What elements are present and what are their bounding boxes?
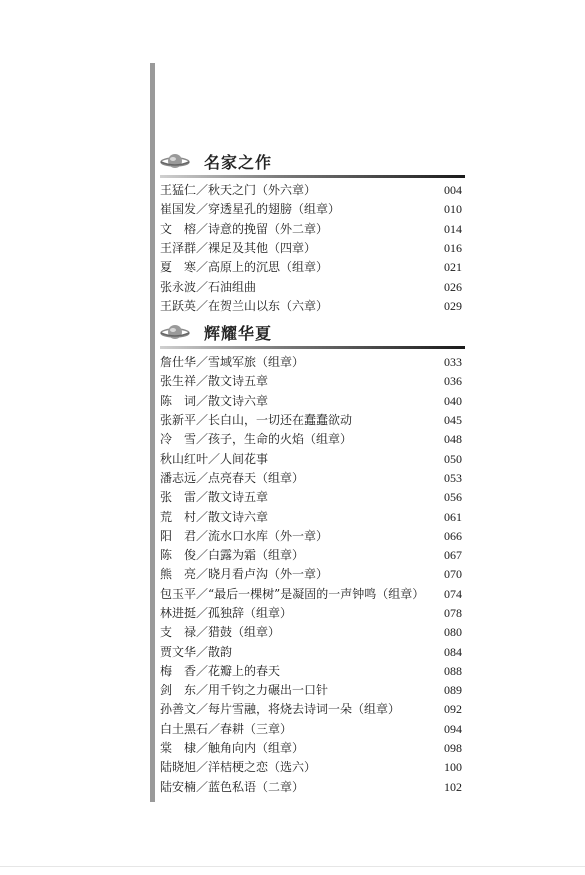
entry-title: 王跃英／在贺兰山以东（六章） bbox=[160, 298, 329, 313]
entry-title: 阳 君／流水口水库（外一章） bbox=[160, 528, 329, 543]
section-header bbox=[160, 321, 465, 347]
section-title: 名家之作 bbox=[204, 153, 273, 172]
entry-title: 支 禄／猎鼓（组章） bbox=[160, 625, 281, 640]
toc-entry[interactable] bbox=[160, 642, 462, 661]
entry-title: 棠 棣／触角向内（组章） bbox=[160, 741, 305, 756]
toc-entry[interactable] bbox=[160, 239, 462, 258]
toc-entry[interactable] bbox=[160, 585, 462, 604]
entry-title: 夏 寒／高原上的沉思（组章） bbox=[160, 260, 329, 275]
toc-entry[interactable] bbox=[160, 565, 462, 584]
entry-title: 崔国发／穿透星孔的翅膀（组章） bbox=[160, 202, 341, 217]
toc-entry[interactable] bbox=[160, 662, 462, 681]
toc-list bbox=[160, 353, 462, 797]
toc-entry[interactable] bbox=[160, 488, 462, 507]
entry-title: 王泽群／裸足及其他（四章） bbox=[160, 241, 317, 256]
entry-title: 张永波／石油组曲 bbox=[160, 279, 257, 294]
page-number: 088 bbox=[444, 663, 462, 678]
planet-icon bbox=[160, 152, 190, 170]
entry-title: 孙善文／每片雪融，将烧去诗词一朵（组章） bbox=[160, 702, 401, 717]
toc-entry[interactable] bbox=[160, 372, 462, 391]
page-number: 061 bbox=[444, 509, 462, 524]
page-number: 089 bbox=[444, 683, 462, 698]
entry-title: 张生祥／散文诗五章 bbox=[160, 374, 269, 389]
entry-title: 詹仕华／雪域军旅（组章） bbox=[160, 355, 305, 370]
entry-title: 王猛仁／秋天之门（外六章） bbox=[160, 183, 317, 198]
toc-list bbox=[160, 181, 462, 316]
page-number: 098 bbox=[444, 741, 462, 756]
page-number: 010 bbox=[444, 202, 462, 217]
page-divider bbox=[0, 866, 585, 867]
toc-entry[interactable] bbox=[160, 507, 462, 526]
toc-entry[interactable] bbox=[160, 277, 462, 296]
toc-entry[interactable] bbox=[160, 411, 462, 430]
page-number: 092 bbox=[444, 702, 462, 717]
toc-entry[interactable] bbox=[160, 778, 462, 797]
page-number: 074 bbox=[444, 586, 462, 601]
toc-entry[interactable] bbox=[160, 200, 462, 219]
entry-title: 冷 雪／孩子，生命的火焰（组章） bbox=[160, 432, 353, 447]
toc-entry[interactable] bbox=[160, 353, 462, 372]
toc-entry[interactable] bbox=[160, 739, 462, 758]
entry-title: 白土黑石／春耕（三章） bbox=[160, 721, 293, 736]
entry-title: 张 雷／散文诗五章 bbox=[160, 490, 269, 505]
section-rule bbox=[160, 175, 465, 178]
page-number: 067 bbox=[444, 548, 462, 563]
entry-title: 包玉平／“最后一棵树”是凝固的一声钟鸣（组章） bbox=[160, 586, 425, 601]
page-number: 080 bbox=[444, 625, 462, 640]
toc-entry[interactable] bbox=[160, 720, 462, 739]
page-number: 016 bbox=[444, 241, 462, 256]
section-header bbox=[160, 150, 465, 176]
entry-title: 张新平／长白山，一切还在蠢蠢欲动 bbox=[160, 413, 353, 428]
page-number: 100 bbox=[444, 760, 462, 775]
toc-entry[interactable] bbox=[160, 604, 462, 623]
page-number: 050 bbox=[444, 451, 462, 466]
toc-entry[interactable] bbox=[160, 220, 462, 239]
page-number: 026 bbox=[444, 279, 462, 294]
toc-entry[interactable] bbox=[160, 449, 462, 468]
page-number: 056 bbox=[444, 490, 462, 505]
entry-title: 陆晓旭／洋桔梗之恋（选六） bbox=[160, 760, 317, 775]
toc-entry[interactable] bbox=[160, 297, 462, 316]
entry-title: 熊 亮／晓月看卢沟（外一章） bbox=[160, 567, 329, 582]
page-number: 066 bbox=[444, 528, 462, 543]
page-number: 033 bbox=[444, 355, 462, 370]
page-number: 084 bbox=[444, 644, 462, 659]
page-number: 094 bbox=[444, 721, 462, 736]
toc-entry[interactable] bbox=[160, 527, 462, 546]
toc-entry[interactable] bbox=[160, 392, 462, 411]
toc-entry[interactable] bbox=[160, 758, 462, 777]
entry-title: 秋山红叶／人间花事 bbox=[160, 451, 269, 466]
entry-title: 陈 俊／白露为霜（组章） bbox=[160, 548, 305, 563]
toc-entry[interactable] bbox=[160, 681, 462, 700]
page-number: 078 bbox=[444, 606, 462, 620]
toc-entry[interactable] bbox=[160, 258, 462, 277]
page-number: 045 bbox=[444, 413, 462, 428]
page-number: 036 bbox=[444, 374, 462, 389]
toc-entry[interactable] bbox=[160, 546, 462, 565]
entry-title: 荒 村／散文诗六章 bbox=[160, 509, 269, 524]
page-number: 021 bbox=[444, 260, 462, 275]
planet-icon bbox=[160, 323, 190, 341]
page-number: 040 bbox=[444, 393, 462, 408]
entry-title: 文 榕／诗意的挽留（外二章） bbox=[160, 221, 329, 236]
page-number: 048 bbox=[444, 432, 462, 447]
toc-entry[interactable] bbox=[160, 430, 462, 449]
margin-bar bbox=[150, 63, 155, 802]
entry-title: 潘志远／点亮春天（组章） bbox=[160, 470, 305, 485]
page-number: 004 bbox=[444, 183, 462, 198]
page-number: 070 bbox=[444, 567, 462, 582]
toc-entry[interactable] bbox=[160, 623, 462, 642]
entry-title: 梅 香／花瓣上的春天 bbox=[160, 663, 281, 678]
page-number: 014 bbox=[444, 221, 462, 236]
toc-entry[interactable] bbox=[160, 181, 462, 200]
entry-title: 陈 词／散文诗六章 bbox=[160, 393, 269, 408]
section-title: 辉耀华夏 bbox=[204, 324, 273, 343]
entry-title: 贾文华／散韵 bbox=[160, 644, 233, 659]
toc-entry[interactable] bbox=[160, 469, 462, 488]
section-rule bbox=[160, 346, 465, 349]
page-number: 102 bbox=[444, 779, 462, 794]
toc-entry[interactable] bbox=[160, 700, 462, 719]
page-number: 029 bbox=[444, 298, 462, 313]
entry-title: 陆安楠／蓝色私语（二章） bbox=[160, 779, 305, 794]
page-number: 053 bbox=[444, 470, 462, 485]
entry-title: 林进挺／孤独辞（组章） bbox=[160, 606, 293, 620]
entry-title: 剑 东／用千钧之力碾出一口针 bbox=[160, 683, 329, 698]
